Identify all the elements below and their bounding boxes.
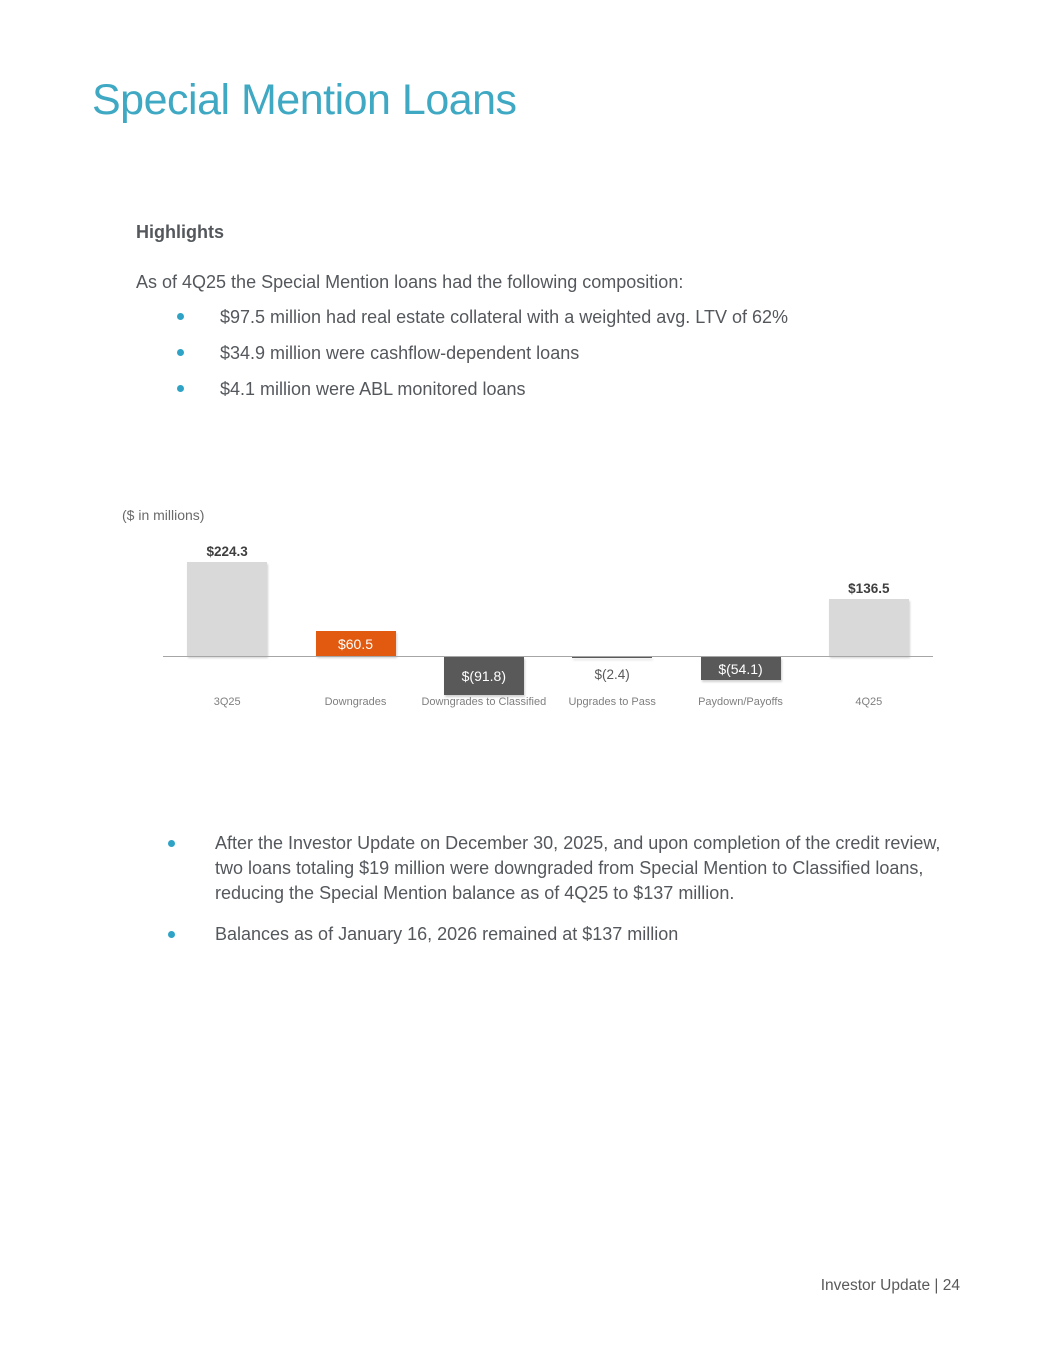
bullet-dot-icon bbox=[177, 349, 184, 356]
chart-bar-upgrades-to-pass bbox=[572, 657, 652, 658]
note-bullet-text: Balances as of January 16, 2026 remained at $137 million bbox=[215, 924, 679, 944]
bar-value-label: $(54.1) bbox=[718, 660, 763, 677]
page-footer: Investor Update | 24 bbox=[820, 1277, 960, 1294]
bar-value-label: $136.5 bbox=[848, 581, 890, 596]
highlight-bullet-item bbox=[136, 343, 976, 363]
waterfall-chart bbox=[163, 540, 933, 720]
chart-axis bbox=[163, 656, 933, 657]
bar-value-label: $224.3 bbox=[206, 544, 248, 559]
bar-category-label: Upgrades to Pass bbox=[568, 696, 656, 708]
bar-value-label: $(91.8) bbox=[461, 668, 506, 684]
page-title: Special Mention Loans bbox=[92, 76, 517, 124]
bullet-dot-icon bbox=[168, 840, 175, 847]
bar-category-label: Downgrades to Classified bbox=[421, 696, 547, 708]
bar-value-label: $60.5 bbox=[337, 635, 374, 652]
highlight-bullet-item bbox=[136, 307, 976, 327]
highlights-list bbox=[136, 307, 976, 415]
highlight-bullet-item bbox=[136, 379, 976, 399]
notes-list bbox=[136, 831, 948, 963]
highlight-bullet-text: $97.5 million had real estate collateral with a weighted avg. LTV of 62% bbox=[220, 307, 788, 327]
chart-bar-3q25 bbox=[187, 562, 267, 656]
chart-units-label: ($ in millions) bbox=[122, 507, 205, 523]
highlights-intro: As of 4Q25 the Special Mention loans had the following composition: bbox=[136, 272, 684, 292]
bar-category-label: Paydown/Payoffs bbox=[698, 696, 783, 708]
bar-category-label: 3Q25 bbox=[213, 696, 241, 708]
chart-bar-4q25 bbox=[829, 599, 909, 656]
bar-value-label: $(2.4) bbox=[594, 667, 630, 682]
note-bullet-text: After the Investor Update on December 30, 2025, and upon completion of the credit review, two loans totaling $19 million were downgraded from Special Mention to Classified loans, reducing the Special Mention balance as of 4Q25 to $137 million. bbox=[215, 833, 941, 903]
highlight-bullet-text: $4.1 million were ABL monitored loans bbox=[220, 379, 526, 399]
bullet-dot-icon bbox=[177, 385, 184, 392]
bullet-dot-icon bbox=[168, 931, 175, 938]
bar-category-label: Downgrades bbox=[324, 696, 387, 708]
highlight-bullet-text: $34.9 million were cashflow-dependent loans bbox=[220, 343, 580, 363]
note-bullet-item bbox=[136, 922, 948, 947]
highlights-heading: Highlights bbox=[136, 222, 224, 242]
bullet-dot-icon bbox=[177, 313, 184, 320]
bar-category-label: 4Q25 bbox=[855, 696, 883, 708]
note-bullet-item bbox=[136, 831, 948, 906]
